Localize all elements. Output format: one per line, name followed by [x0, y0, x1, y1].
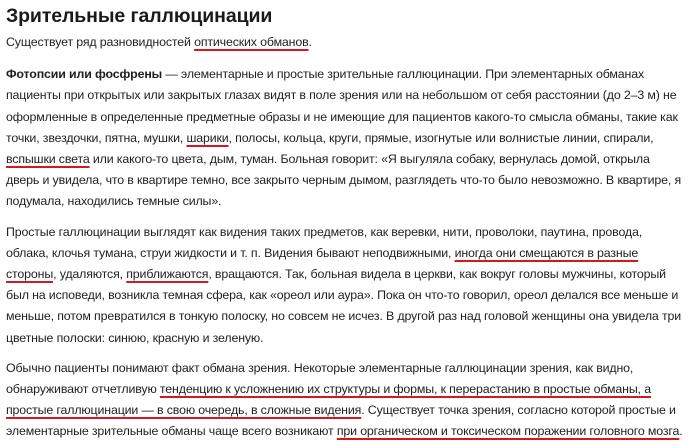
- underlined-approach: приближаются: [126, 267, 209, 282]
- awareness-paragraph: [6, 358, 683, 443]
- simple-hallucinations-paragraph: [6, 222, 683, 349]
- underlined-shift-directions: иногда они смещаются в разные стороны: [6, 245, 639, 282]
- underlined-tendency: тенденцию к усложнению их структуры и формы, к перерастанию в простые обманы, а простые галлюцинации — в свою очередь, в сложные видения: [6, 382, 651, 418]
- underlined-balls: шарики: [186, 130, 229, 145]
- p1-text-2: , полосы, кольца, круги, прямые, изогнутые или волнистые линии, спирали,: [228, 130, 654, 145]
- p3-text-2: . Существует точка зрения, согласно которой простые и элементарные зрительные обманы чаще всего возникают: [6, 403, 676, 439]
- p2-text-2: , удаляются,: [53, 267, 127, 282]
- intro-text-1: Существует ряд разновидностей: [6, 35, 195, 49]
- photopsia-paragraph: [6, 64, 683, 212]
- p2-text-3: , вращаются. Так, больная видела в церкви, как вокруг головы мужчины, который был на исповеди, возникла темная сфера, как «ореол или аура». Пока он что-то говорил, ореол делался все меньше и меньше, потом превратился в тонкую полоску, но совсем не исчез. В другой раз над головой женщины она увидела три цветные полоски: синюю, красную и зеленую.: [6, 267, 681, 345]
- p3-text-3: .: [679, 424, 683, 439]
- page-title: Зрительные галлюцинации: [6, 5, 273, 27]
- p1-text-3: или какого-то цвета, дым, туман. Больная говорит: «Я выгуляла собаку, вернулась домой, открыла дверь и увидела, что в квартире темно, все закрыто черным дымом, разглядеть что-то было невозможно. В квартире, я подумала, находились темные силы».: [6, 152, 682, 209]
- p3-text-1: Обычно пациенты понимают факт обмана зрения. Некоторые элементарные галлюцинации зрения, как видно, обнаруживают отчетливую: [6, 360, 634, 397]
- term-photopsia: Фотопсии или фосфрены: [6, 67, 163, 82]
- p1-text-1: — элементарные и простые зрительные галлюцинации. При элементарных обманах пациенты при открытых или закрытых глазах видят в поле зрения или на небольшом от себя расстоянии (до 2–3 м) не оформленные в определенные предметные образы и не имеющие для пациентов какого-то смысла обманы, такие как точки, звездочки, пятна, мушки,: [6, 67, 678, 145]
- underlined-organic-toxic: при органическом и токсическом поражении головного мозга: [336, 424, 680, 439]
- intro-paragraph: [6, 32, 683, 53]
- p2-text-1: Простые галлюцинации выглядят как видения таких предметов, как веревки, нити, проволоки, паутина, провода, облака, клочья тумана, струи жидкости и т. п. Видения бывают неподвижными,: [6, 224, 643, 260]
- underlined-optical-illusions: оптических обманов: [194, 35, 309, 49]
- underlined-flashes-of-light: вспышки света: [6, 152, 90, 167]
- intro-text-2: .: [308, 35, 312, 49]
